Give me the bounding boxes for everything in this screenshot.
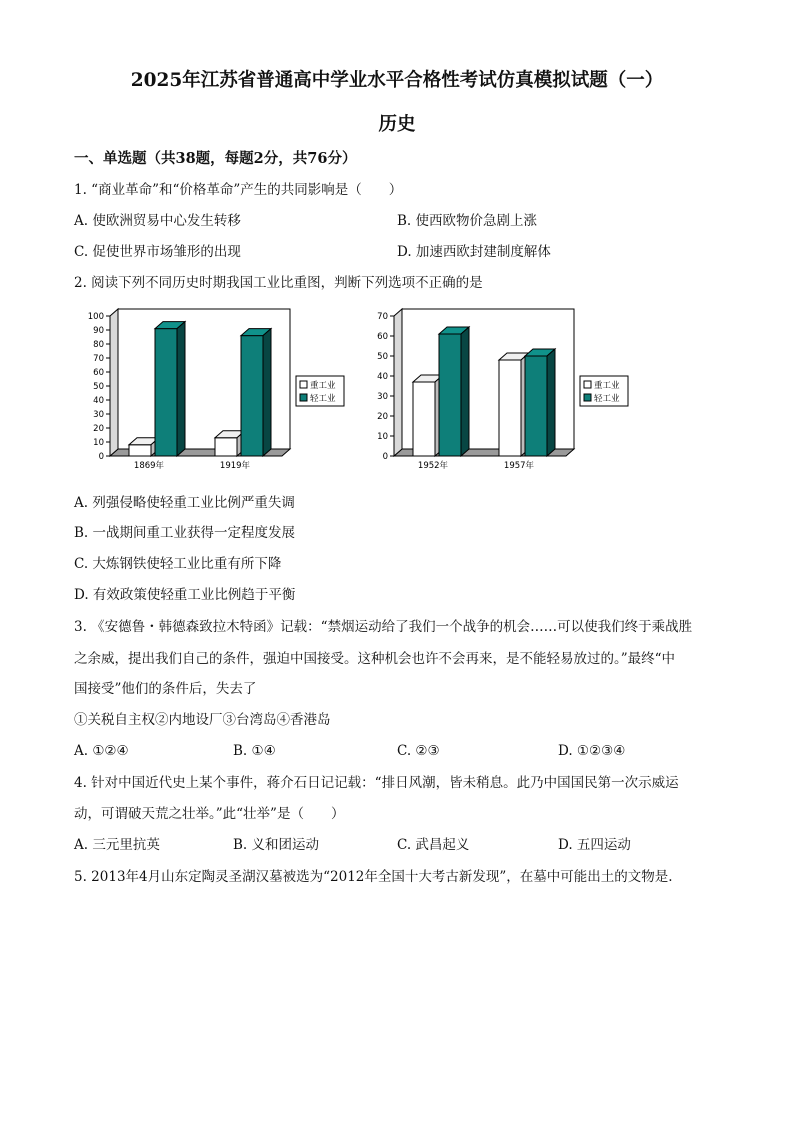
bar-front <box>413 382 435 456</box>
question-2-stem: 2. 阅读下列不同历史时期我国工业比重图，判断下列选项不正确的是 <box>74 275 483 291</box>
y-tick-label: 50 <box>377 352 388 362</box>
question-1-option-b: B. 使西欧物价急剧上涨 <box>397 213 538 229</box>
chart-1869-1919 <box>72 304 352 476</box>
y-tick-label: 40 <box>377 372 388 382</box>
y-tick-label: 30 <box>93 410 104 420</box>
page-title: 2025年江苏省普通高中学业水平合格性考试仿真模拟试题（一） <box>130 70 664 91</box>
question-4-line-2: 动，可谓破天荒之壮举。”此“壮举”是（ ） <box>74 806 345 822</box>
question-2-option-a: A. 列强侵略使轻重工业比例严重失调 <box>74 495 295 511</box>
bar-side <box>177 322 185 456</box>
legend-label: 轻工业 <box>594 394 620 404</box>
y-tick-label: 0 <box>382 452 388 462</box>
bar-front <box>241 336 263 456</box>
question-4-line-1: 4. 针对中国近代史上某个事件，蒋介石日记记载：“排日风潮，皆未稍息。此乃中国国民第一次示威运 <box>74 775 679 791</box>
legend-swatch <box>584 394 591 401</box>
y-tick-label: 10 <box>377 432 388 442</box>
question-2-option-b: B. 一战期间重工业获得一定程度发展 <box>74 525 296 541</box>
bar-front <box>439 334 461 456</box>
legend-swatch <box>300 381 307 388</box>
question-3-line-1: 3. 《安德鲁・韩德森致拉木特函》记载：“禁烟运动给了我们一个战争的机会……可以使我们终于乘战胜 <box>74 619 693 635</box>
y-tick-label: 50 <box>93 382 104 392</box>
y-tick-label: 80 <box>93 340 104 350</box>
question-4-option-b: B. 义和团运动 <box>233 837 320 853</box>
bar-front <box>499 360 521 456</box>
chart-1952-1957 <box>356 304 636 476</box>
bar-side <box>461 327 469 456</box>
question-3-line-3: 国接受”他们的条件后，失去了 <box>74 681 257 697</box>
x-tick-label: 1919年 <box>219 461 251 471</box>
chart-side-wall <box>110 309 118 456</box>
question-3-option-c: C. ②③ <box>397 743 440 759</box>
question-5-stem: 5. 2013年4月山东定陶灵圣湖汉墓被选为“2012年全国十大考古新发现”，在墓中可能出土的文物是. <box>74 869 673 885</box>
y-tick-label: 60 <box>377 332 388 342</box>
y-tick-label: 10 <box>93 438 104 448</box>
legend-swatch <box>300 394 307 401</box>
question-4-option-c: C. 武昌起义 <box>397 837 470 853</box>
y-tick-label: 20 <box>93 424 104 434</box>
legend-label: 重工业 <box>310 381 336 391</box>
question-3-items: ①关税自主权②内地设厂③台湾岛④香港岛 <box>74 712 331 728</box>
bar-side <box>547 349 555 456</box>
question-4-option-d: D. 五四运动 <box>558 837 631 853</box>
x-tick-label: 1869年 <box>133 461 165 471</box>
question-1-option-d: D. 加速西欧封建制度解体 <box>397 244 551 260</box>
y-tick-label: 40 <box>93 396 104 406</box>
y-tick-label: 20 <box>377 412 388 422</box>
bar-front <box>129 445 151 456</box>
y-tick-label: 70 <box>93 354 104 364</box>
y-tick-label: 30 <box>377 392 388 402</box>
y-tick-label: 100 <box>87 312 104 322</box>
question-2-option-c: C. 大炼钢铁使轻工业比重有所下降 <box>74 556 282 572</box>
question-1-option-c: C. 促使世界市场雏形的出现 <box>74 244 241 260</box>
question-3-line-2: 之余威，提出我们自己的条件，强迫中国接受。这种机会也许不会再来，是不能轻易放过的。”最终“中 <box>74 651 676 667</box>
y-tick-label: 60 <box>93 368 104 378</box>
y-tick-label: 90 <box>93 326 104 336</box>
question-1-option-a: A. 使欧洲贸易中心发生转移 <box>74 213 241 229</box>
bar-front <box>525 356 547 456</box>
bar-front <box>215 438 237 456</box>
question-3-option-a: A. ①②④ <box>74 743 129 759</box>
legend-label: 轻工业 <box>310 394 336 404</box>
question-3-option-d: D. ①②③④ <box>558 743 626 759</box>
x-tick-label: 1952年 <box>417 461 449 471</box>
y-tick-label: 0 <box>98 452 104 462</box>
chart-side-wall <box>394 309 402 456</box>
subject-title: 历史 <box>378 114 416 135</box>
question-4-option-a: A. 三元里抗英 <box>74 837 160 853</box>
legend-label: 重工业 <box>594 381 620 391</box>
section-heading: 一、单选题（共38题，每题2分，共76分） <box>74 150 357 167</box>
bar-front <box>155 329 177 456</box>
question-1-stem: 1. “商业革命”和“价格革命”产生的共同影响是（ ） <box>74 182 403 198</box>
bar-side <box>263 329 271 456</box>
question-3-option-b: B. ①④ <box>233 743 276 759</box>
question-2-option-d: D. 有效政策使轻重工业比例趋于平衡 <box>74 587 296 603</box>
legend-swatch <box>584 381 591 388</box>
x-tick-label: 1957年 <box>503 461 535 471</box>
y-tick-label: 70 <box>377 312 388 322</box>
